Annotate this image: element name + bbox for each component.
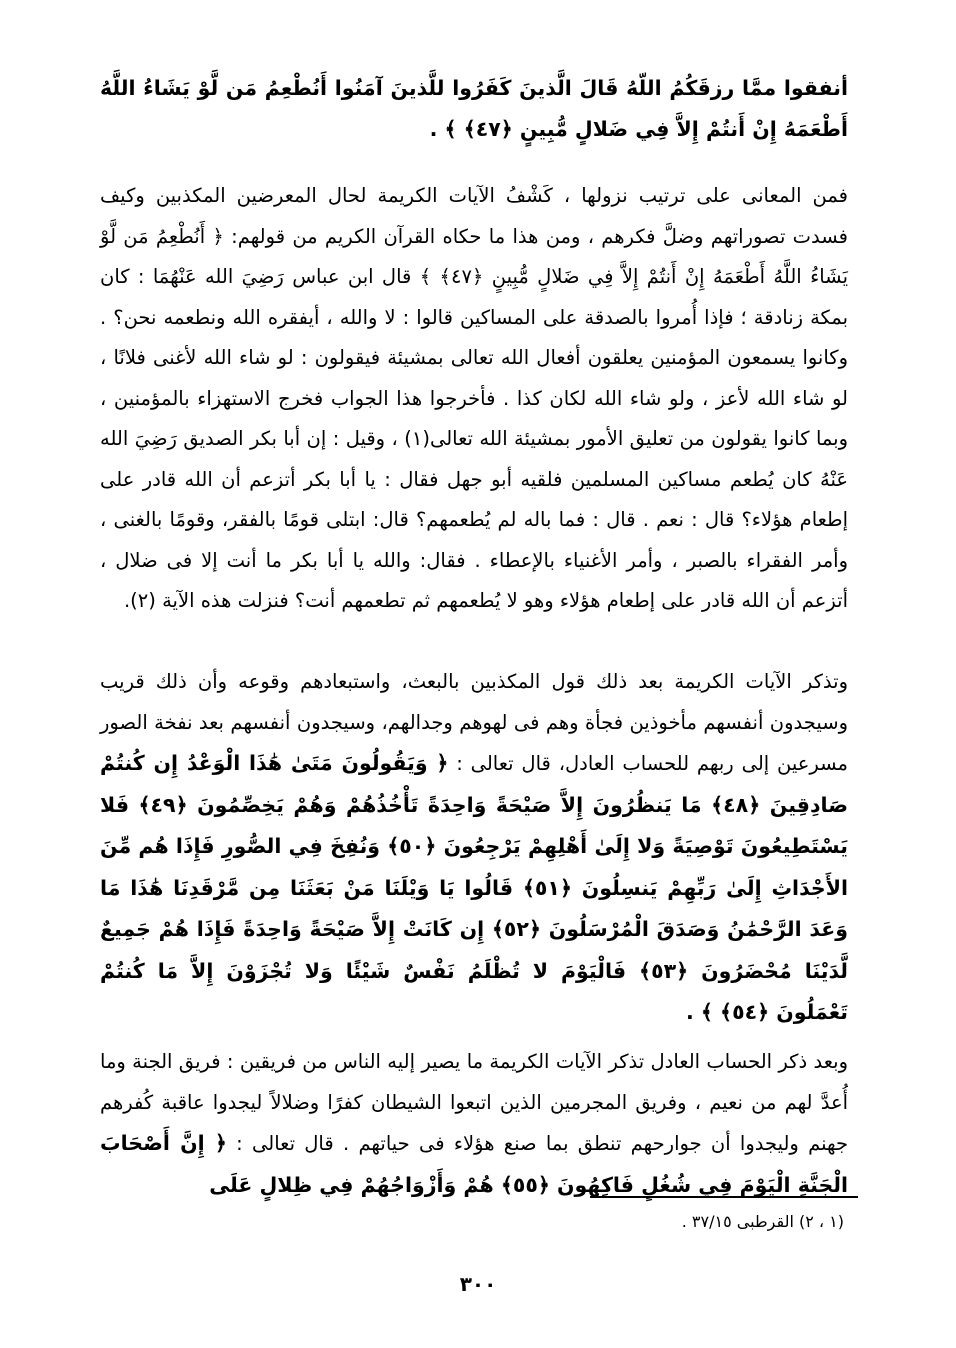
paragraph-context-of-revelation [100,176,848,622]
verse-continuation [100,68,848,149]
verse-text: أنفقوا ممَّا رزقَكُمُ اللّهُ قَالَ الَّذينَ كَفَرُوا للَّذينَ آمَنُوا أَنُطْعِمُ مَن لَّوْ يَشَاءُ اللَّهُ أَطْعَمَهُ إِنْ أَنتُمْ إِلاَّ فِي ضَلالٍ مُّبِينٍ ﴿٤٧﴾ ﴾ . [100,76,848,141]
paragraph-text: فمن المعانى على ترتيب نزولها ، كَشْفُ الآيات الكريمة لحال المعرضين المكذبين وكيف فسدت تصوراتهم وضلَّ فكرهم ، ومن هذا ما حكاه القرآن الكريم من قولهم: ﴿ أَنُطْعِمُ مَن لَّوْ يَشَاءُ اللَّهُ أَطْعَمَهُ إِنْ أَنتُمْ إِلاَّ فِي ضَلالٍ مُّبِينٍ ﴿٤٧﴾ ﴾ قال ابن عباس رَضِيَ الله عَنْهُمَا : كان بمكة زنادقة ؛ فإذا أُمروا بالصدقة على المساكين قالوا : لا والله ، أيفقره الله ونطعمه نحن؟ . وكانوا يسمعون المؤمنين يعلقون أفعال الله تعالى بمشيئة فيقولون : لو شاء الله لأغنى فلانًا ، لو شاء الله لأعز ، ولو شاء الله لكان كذا . فأخرجوا هذا الجواب فخرج الاستهزاء بالمؤمنين ، وبما كانوا يقولون من تعليق الأمور بمشيئة الله تعالى(١) ، وقيل : إن أبا بكر الصديق رَضِيَ الله عَنْهُ كان يُطعم مساكين المسلمين فلقيه أبو جهل فقال : يا أبا بكر أتزعم أن الله قادر على إطعام هؤلاء؟ قال : نعم . قال : فما باله لم يُطعمهم؟ قال: ابتلى قومًا بالفقر، وقومًا بالغنى ، وأمر الفقراء بالصبر ، وأمر الأغنياء بالإعطاء . فقال: والله يا أبا بكر ما أنت إلا فى ضلال ، أتزعم أن الله قادر على إطعام هؤلاء وهو لا يُطعمهم ثم تطعمهم أنت؟ فنزلت هذه الآية (٢). [100,184,849,612]
paragraph-intro: وبعد ذكر الحساب العادل تذكر الآيات الكريمة ما يصير إليه الناس من فريقين : فريق الجنة وما أُعدَّ لهم من نعيم ، وفريق المجرمين الذين اتبعوا الشيطان كفرًا وضلالاً ليجدوا عاقبة كُفرهم جهنم وليجدوا أن جوارحهم تنطق بما صنع هؤلاء فى حياتهم . قال تعالى : [100,1050,849,1155]
quoted-verses: ﴿ وَيَقُولُونَ مَتَىٰ هَٰذَا الْوَعْدُ إِن كُنتُمْ صَادِقِينَ ﴿٤٨﴾ مَا يَنظُرُونَ إِلاَّ صَيْحَةً وَاحِدَةً تَأْخُذُهُمْ وَهُمْ يَخِصِّمُونَ ﴿٤٩﴾ فَلا يَسْتَطِيعُونَ تَوْصِيَةً وَلا إِلَىٰ أَهْلِهِمْ يَرْجِعُونَ ﴿٥٠﴾ وَنُفِخَ فِي الصُّورِ فَإِذَا هُم مِّنَ الأَجْدَاثِ إِلَىٰ رَبِّهِمْ يَنسِلُونَ ﴿٥١﴾ قَالُوا يَا وَيْلَنَا مَنْ بَعَثَنَا مِن مَّرْقَدِنَا هَٰذَا مَا وَعَدَ الرَّحْمَٰنُ وَصَدَقَ الْمُرْسَلُونَ ﴿٥٢﴾ إِن كَانَتْ إِلاَّ صَيْحَةً وَاحِدَةً فَإِذَا هُمْ جَمِيعٌ لَّدَيْنَا مُحْضَرُونَ ﴿٥٣﴾ فَالْيَوْمَ لا تُظْلَمُ نَفْسٌ شَيْئًا وَلا تُجْزَوْنَ إِلاَّ مَا كُنتُمْ تَعْمَلُونَ ﴿٥٤﴾ ﴾ . [100,751,849,1024]
paragraph-resurrection [100,662,848,1034]
paragraph-intro: وتذكر الآيات الكريمة بعد ذلك قول المكذبين بالبعث، واستبعادهم وقوعه وأن ذلك قريب وسيجدون أنفسهم مأخوذين فجأة وهم فى لهوهم وجدالهم، وسيجدون أنفسهم بعد نفخة الصور مسرعين إلى ربهم للحساب العادل، قال تعالى : [100,670,848,775]
quoted-verses: ﴿ إِنَّ أَصْحَابَ الْجَنَّةِ الْيَوْمَ فِي شُغُلٍ فَاكِهُونَ ﴿٥٥﴾ هُمْ وَأَزْوَاجُهُمْ فِي ظِلالٍ عَلَى [100,1131,848,1197]
page-number: ٣٠٠ [459,1272,497,1296]
paragraph-two-groups [100,1042,848,1206]
footnote-separator [590,1196,858,1198]
footnote: (١ ، ٢) القرطبى ٣٧/١٥ . [681,1212,844,1231]
